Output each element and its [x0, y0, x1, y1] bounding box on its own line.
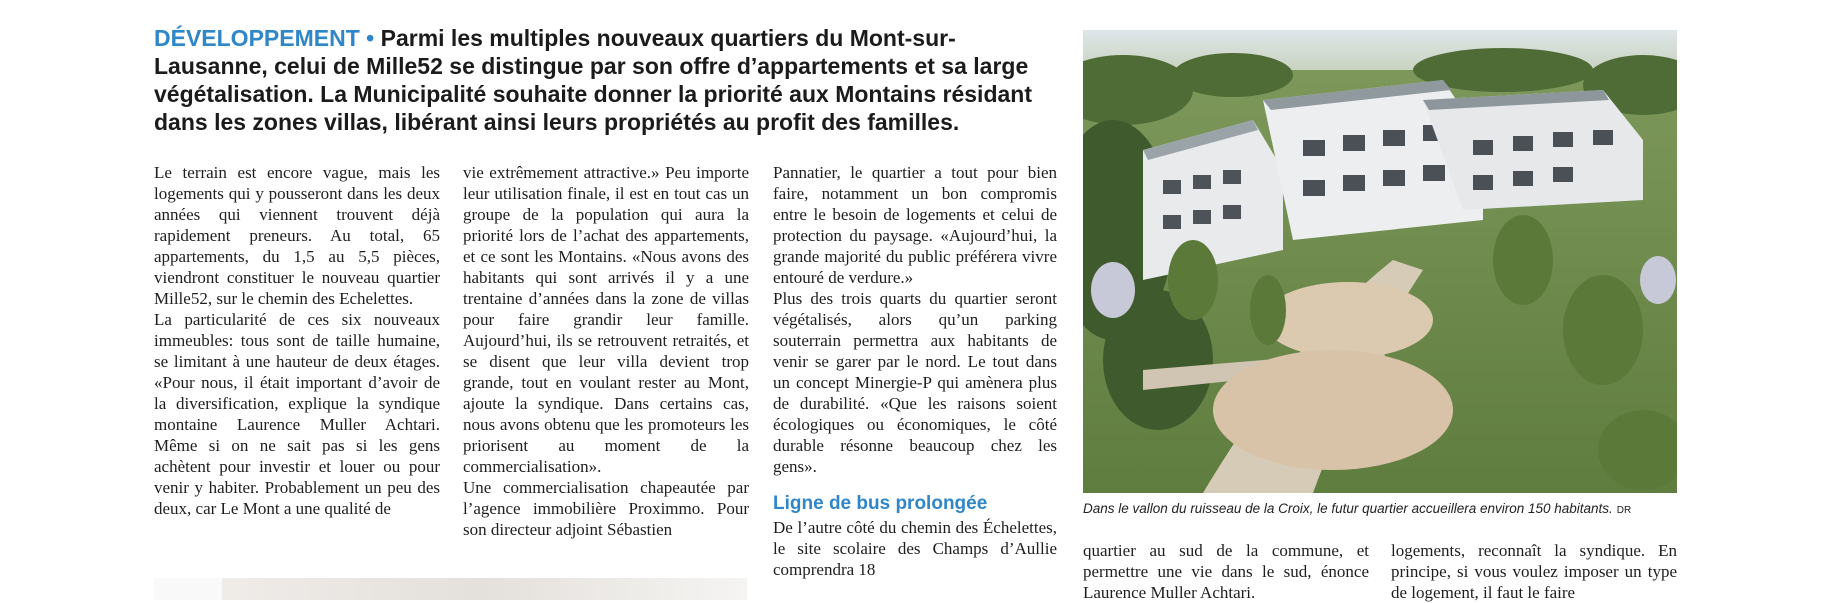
lead-paragraph [154, 24, 1054, 136]
section-kicker: DÉVELOPPEMENT [154, 25, 360, 51]
paragraph: logements, reconnaît la syndique. En principe, si vous voulez imposer un type de logement, il faut le faire [1391, 541, 1677, 602]
bottom-photo-frame [154, 578, 222, 600]
article-column-3 [773, 162, 1057, 580]
paragraph: De l’autre côté du chemin des Échelettes, le site scolaire des Champs d’Aullie comprendra 18 [773, 518, 1057, 579]
paragraph: quartier au sud de la commune, et permettre une vie dans le sud, énonce Laurence Muller Achtari. [1083, 541, 1369, 602]
paragraph: La particularité de ces six nouveaux immeubles: tous sont de taille humaine, se limitant à une hauteur de deux étages. «Pour nous, il était important d’avoir de la diversification, explique la syndique montaine Laurence Muller Achtari. Même si on ne sait pas si les gens achètent pour investir et louer ou pour venir y habiter. Probablement un peu des deux, car Le Mont a une qualité de [154, 310, 440, 518]
article-column-1 [154, 162, 440, 519]
lead-text: Parmi les multiples nouveaux quartiers du Mont-sur-Lausanne, celui de Mille52 se distingue par son offre d’appartements et sa large végétalisation. La Municipalité souhaite donner la priorité aux Montains résidant dans les zones villas, libérant ainsi leurs propriétés au profit des familles. [154, 25, 1032, 135]
bottom-photo [154, 578, 747, 600]
architectural-rendering-photo [1083, 30, 1677, 493]
subheading: Ligne de bus prolongée [773, 493, 988, 514]
article-column-5 [1391, 540, 1677, 603]
caption-text: Dans le vallon du ruisseau de la Croix, le futur quartier accueillera environ 150 habitants. [1083, 501, 1613, 516]
article-column-4 [1083, 540, 1369, 603]
photo-caption [1083, 500, 1677, 519]
paragraph: Une commercialisation chapeautée par l’agence immobilière Proximmo. Pour son directeur adjoint Sébastien [463, 478, 749, 539]
paragraph: Le terrain est encore vague, mais les logements qui y pousseront dans les deux années qui viennent trouvent déjà rapidement preneurs. Au total, 65 appartements, du 1,5 au 5,5 pièces, viendront constituer le nouveau quartier Mille52, sur le chemin des Echelettes. [154, 163, 440, 308]
photo-credit: DR [1616, 505, 1632, 516]
paragraph: Pannatier, le quartier a tout pour bien faire, notamment un bon compromis entre le besoin de logements et celui de protection du paysage. «Aujourd’hui, la grande majorité du public préférera vivre entouré de verdure.» [773, 163, 1057, 287]
paragraph: Plus des trois quarts du quartier seront végétalisés, alors qu’un parking souterrain permettra aux habitants de venir se garer par le nord. Le tout dans un concept Minergie-P qui amènera plus de durabilité. «Que les raisons soient écologiques ou économiques, le côté durable résonne beaucoup chez les gens». [773, 289, 1057, 476]
article-column-2 [463, 162, 749, 540]
kicker-separator: • [359, 25, 381, 51]
neighbourhood-rendering-illustration [1083, 30, 1677, 493]
paragraph: vie extrêmement attractive.» Peu importe leur utilisation finale, il est en tout cas un groupe de la population qui aura la priorité lors de l’achat des appartements, et ce sont les Montains. «Nous avons des habitants qui sont arrivés il y a une trentaine d’années dans la zone de villas pour faire grandir leur famille. Aujourd’hui, ils se retrouvent retraités, et se disent que leur villa devient trop grande, tout en voulant rester au Mont, ajoute la syndique. Dans certains cas, nous avons obtenu que les promoteurs les priorisent au moment de la commercialisation». [463, 163, 749, 476]
